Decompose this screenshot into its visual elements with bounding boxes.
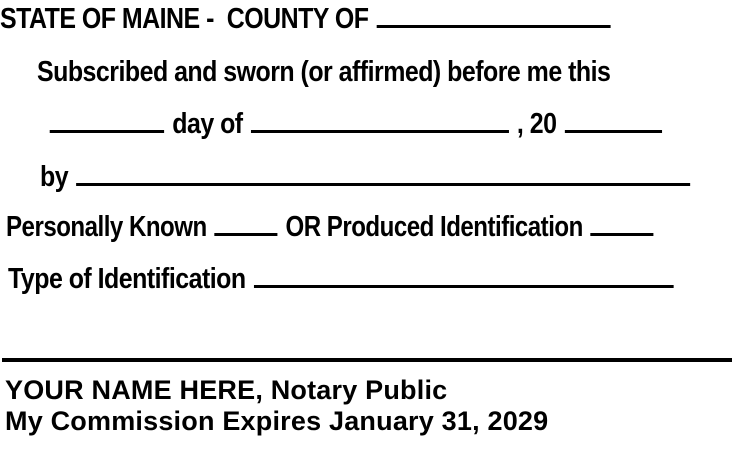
year-prefix: , 20 xyxy=(516,108,557,140)
year-blank[interactable] xyxy=(565,112,662,133)
day-blank[interactable] xyxy=(50,112,164,133)
state-label: STATE OF MAINE - xyxy=(0,3,214,35)
type-of-id-line xyxy=(8,262,737,296)
day-of-text: day of xyxy=(172,108,243,140)
personally-known-blank[interactable] xyxy=(215,215,278,236)
date-line xyxy=(48,107,737,141)
identification-line xyxy=(6,210,737,244)
notary-name: YOUR NAME HERE, Notary Public xyxy=(5,375,448,405)
or-produced-text: OR Produced Identification xyxy=(285,211,583,243)
subscribed-line xyxy=(37,55,704,89)
type-of-id-text: Type of Identification xyxy=(8,263,246,295)
state-county-line xyxy=(0,2,712,36)
name-blank[interactable] xyxy=(76,165,690,186)
produced-id-blank[interactable] xyxy=(591,215,654,236)
commission-expiry: My Commission Expires January 31, 2029 xyxy=(5,406,549,436)
month-blank[interactable] xyxy=(251,112,509,133)
by-line xyxy=(40,160,737,194)
by-text: by xyxy=(40,161,69,193)
personally-known-text: Personally Known xyxy=(6,211,207,243)
id-type-blank[interactable] xyxy=(254,267,674,288)
county-label: COUNTY OF xyxy=(226,3,369,35)
signature-line[interactable] xyxy=(2,358,732,362)
subscribed-text: Subscribed and sworn (or affirmed) before me this xyxy=(37,56,611,88)
county-blank[interactable] xyxy=(377,7,611,28)
